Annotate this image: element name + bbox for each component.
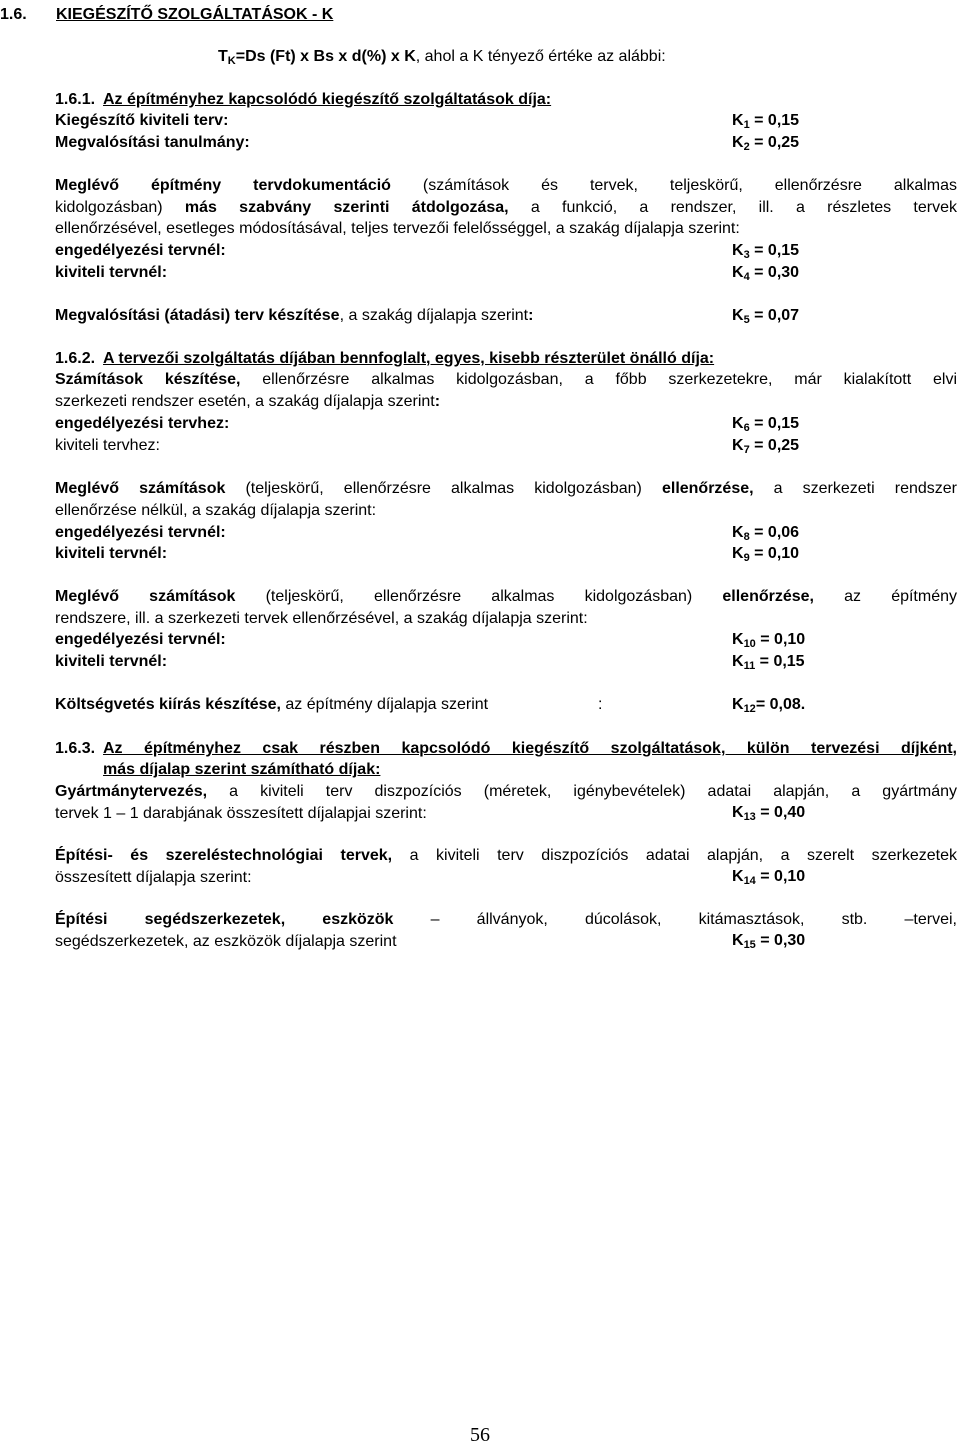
paragraph: Költségvetés kiírás készítése, az építmény díjalapja szerint [55, 696, 489, 713]
fee-row-label: Kiegészítő kiviteli terv: [55, 112, 229, 129]
fee-row-label: kiviteli tervhez: [55, 437, 160, 454]
fee-row-label: engedélyezési tervnél: [55, 631, 226, 648]
fee-row-label: engedélyezési tervhez: [55, 415, 230, 432]
subsection-number: 1.6.3. [55, 740, 96, 757]
paragraph: Építési- és szereléstechnológiai tervek, a kiviteli terv diszpozíciós adatai alapján, a szerelt szerkezetek összesített díjalapja szerint: [55, 847, 958, 886]
fee-coefficient: $K_5 = 0,07$ [732, 307, 800, 326]
fee-coefficient: $K_{11} = 0,15$ [732, 653, 805, 672]
section-number: 1.6. [0, 6, 27, 23]
fee-row-label: engedélyezési tervnél: [55, 524, 226, 541]
subsection-title: A tervezői szolgáltatás díjában bennfoglalt, egyes, kisebb részterület önálló díja: [103, 350, 715, 367]
fee-coefficient: $K_2 = 0,25$ [732, 134, 800, 153]
fee-row-label: Megvalósítási tanulmány: [55, 134, 250, 151]
paragraph: Meglévő számítások (teljeskörű, ellenőrzésre alkalmas kidolgozásban) ellenőrzése, a szerkezeti rendszer ellenőrzése nélkül, a szakág díjalapja szerint: [55, 480, 958, 519]
fee-coefficient: $K_6 = 0,15$ [732, 415, 800, 434]
fee-coefficient: $K_7 = 0,25$ [732, 437, 800, 456]
fee-coefficient: $K_1 = 0,15$ [732, 112, 800, 131]
paragraph: Gyártmánytervezés, a kiviteli terv diszpozíciós (méretek, igénybevételek) adatai alapján, a gyártmány tervek 1 – 1 darabjának összesített díjalapjai szerint: [55, 783, 957, 822]
formula-t-sub: K [227, 55, 236, 67]
paragraph: Meglévő számítások (teljeskörű, ellenőrzésre alkalmas kidolgozásban) ellenőrzése, az építmény rendszere, ill. a szerkezeti tervek ellenőrzésével, a szakág díjalapja szerint: [55, 588, 957, 627]
subsection-title: Az építményhez kapcsolódó kiegészítő szolgáltatások díja: [103, 91, 552, 108]
fee-row-label: kiviteli tervnél: [55, 545, 168, 562]
fee-row-label: kiviteli tervnél: [55, 653, 168, 670]
fee-coefficient: $K_8 = 0,06$ [732, 524, 800, 543]
subsection-title-cont: más díjalap szerint számítható díjak: [103, 761, 381, 778]
fee-coefficient: $K_3 = 0,15$ [732, 242, 800, 261]
subsection-title: Az építményhez csak részben kapcsolódó kiegészítő szolgáltatások, külön tervezési díjként, [103, 740, 957, 757]
fee-coefficient: $K_{14} = 0,10$ [732, 868, 806, 887]
paragraph: Megvalósítási (átadási) terv készítése, a szakág díjalapja szerint: [55, 307, 534, 324]
formula-expression: =Ds (Ft) x Bs x d(%) x K [235, 48, 416, 65]
formula-tail: , ahol a K tényező értéke az alábbi: [415, 48, 666, 65]
paragraph: Építési segédszerkezetek, eszközök – állványok, dúcolások, kitámasztások, stb. –tervei, segédszerkezetek, az eszközök díjalapja szerint [55, 911, 957, 950]
fee-coefficient: $K_{12}= 0,08$. [732, 696, 806, 715]
paragraph: Számítások készítése, ellenőrzésre alkalmas kidolgozásban, a főbb szerkezetekre, már kialakított elvi szerkezeti rendszer esetén, a szakág díjalapja szerint: [55, 371, 958, 410]
fee-coefficient: $K_{13} = 0,40$ [732, 804, 806, 823]
page-number: 56 [470, 1424, 490, 1446]
colon: : [598, 696, 603, 713]
formula-t: T [218, 48, 228, 65]
fee-coefficient: $K_4 = 0,30$ [732, 264, 800, 283]
fee-row-label: engedélyezési tervnél: [55, 242, 226, 259]
subsection-number: 1.6.1. [55, 91, 96, 108]
subsection-number: 1.6.2. [55, 350, 96, 367]
section-title: KIEGÉSZÍTŐ SZOLGÁLTATÁSOK - K [56, 6, 334, 23]
fee-coefficient: $K_{10} = 0,10$ [732, 631, 806, 650]
paragraph: Meglévő építmény tervdokumentáció (számítások és tervek, teljeskörű, ellenőrzésre alkalmas kidolgozásban) más szabvány szerinti átdolgozása, a funkció, a rendszer, ill. a részletes tervek ellenőrzésével, esetleges módosításával, teljes tervezői felelősséggel, a szakág díjalapja szerint: [55, 177, 958, 237]
fee-coefficient: $K_{15} = 0,30$ [732, 932, 806, 951]
fee-row-label: kiviteli tervnél: [55, 264, 168, 281]
fee-coefficient: $K_9 = 0,10$ [732, 545, 800, 564]
formula [218, 47, 666, 67]
